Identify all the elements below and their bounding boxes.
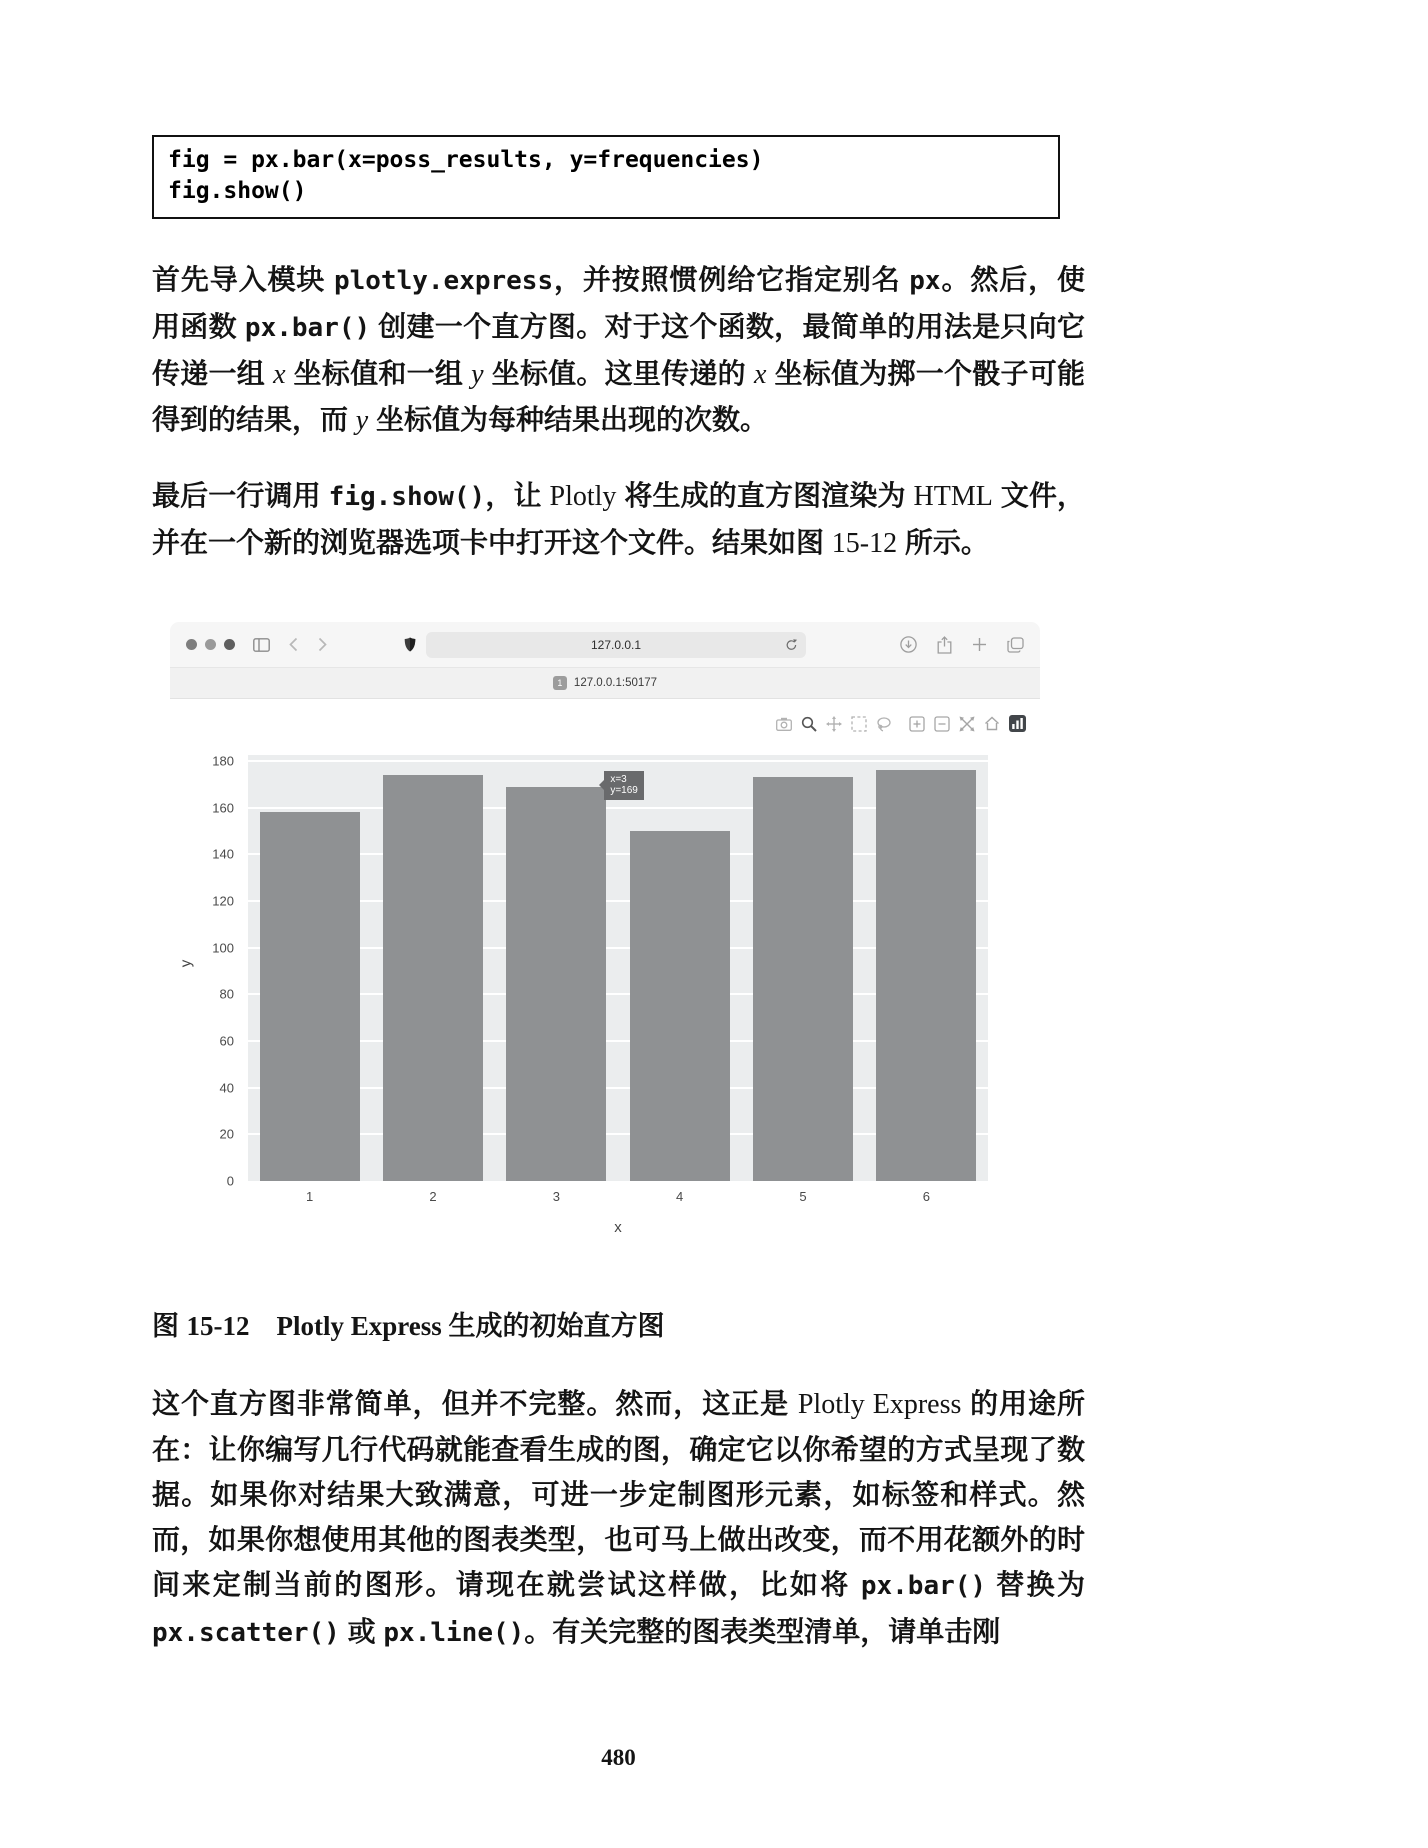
x-axis-ticks: [248, 1181, 988, 1207]
bar[interactable]: [876, 770, 976, 1181]
y-axis-title: y: [177, 959, 195, 968]
y-tick-label: 20: [219, 1126, 234, 1142]
text-segment: y: [471, 359, 484, 390]
minimize-window-button[interactable]: [205, 639, 216, 650]
text-segment: 坐标值和一组: [285, 358, 472, 389]
bar[interactable]: [506, 787, 606, 1181]
tabs-icon[interactable]: [1007, 637, 1024, 653]
sidebar-icon[interactable]: [253, 638, 270, 652]
y-tick-label: 160: [212, 800, 234, 816]
text-segment: 最后一行调用: [152, 480, 329, 511]
x-tick-label: 2: [429, 1189, 437, 1204]
back-icon[interactable]: [288, 637, 299, 652]
download-icon[interactable]: [900, 636, 917, 653]
text-segment: 。然后，使用函数: [152, 264, 1085, 342]
window-controls: [186, 639, 235, 650]
text-segment: 坐标值。这里传递的: [483, 358, 754, 389]
text-segment: 15-12: [186, 1311, 250, 1341]
bar[interactable]: [383, 775, 483, 1181]
tab-strip: [170, 668, 1040, 699]
text-segment: 的用途所在：让你编写几行代码就能查看生成的图，确定它以你希望的方式呈现了数据。如果你对结果大致满意，可进一步定制图形元素，如标签和样式。然而，如果你想使用其他的图表类型，也可马上做出改变，而不用花额外的时间来定制当前的图形。请现在就尝试这样做，比如将: [152, 1388, 1086, 1600]
hover-tooltip: [604, 771, 644, 800]
x-tick-label: 1: [306, 1189, 314, 1204]
text-segment: Plotly: [549, 481, 617, 512]
bar[interactable]: [753, 777, 853, 1181]
text-segment: HTML: [913, 481, 993, 512]
code-block: [152, 135, 1060, 219]
y-tick-label: 80: [219, 986, 234, 1002]
paragraph-1: [152, 257, 1085, 443]
page-number: 480: [601, 1745, 636, 1770]
close-window-button[interactable]: [186, 639, 197, 650]
active-tab[interactable]: [553, 676, 657, 690]
chart: [177, 753, 988, 1236]
text-segment: Plotly Express: [276, 1311, 449, 1341]
y-tick-label: 120: [212, 893, 234, 909]
text-segment: 。有关完整的图表类型清单，请单击刚: [524, 1616, 1001, 1647]
figure-15-12: [170, 622, 1040, 1246]
zoom-icon[interactable]: [801, 716, 817, 732]
url-text: 127.0.0.1: [590, 637, 642, 652]
tooltip-line: x=3: [610, 773, 627, 785]
text-segment: Plotly Express: [797, 1389, 962, 1420]
pan-icon[interactable]: [826, 716, 842, 732]
y-tick-label: 0: [226, 1173, 234, 1189]
text-segment: y: [355, 405, 369, 436]
reload-icon[interactable]: [785, 638, 798, 652]
text-segment: px.bar(): [860, 1571, 987, 1601]
address-bar[interactable]: [426, 632, 806, 658]
text-segment: 文件，并在一个新的浏览器选项卡中打开这个文件。结果如图: [152, 480, 1086, 558]
text-segment: 15-12: [831, 528, 898, 559]
text-segment: 这个直方图非常简单，但并不完整。然而，这正是: [152, 1388, 798, 1419]
y-tick-label: 100: [212, 940, 234, 956]
share-icon[interactable]: [937, 636, 952, 654]
text-segment: x: [753, 359, 767, 390]
zoom-out-icon[interactable]: [934, 716, 950, 732]
y-tick-label: 40: [219, 1080, 234, 1096]
tab-count-badge: 1: [553, 676, 567, 690]
text-segment: 创建一个直方图。对于这个函数，最简单的用法是只向它传递一组: [152, 311, 1085, 389]
tab-label: 127.0.0.1:50177: [573, 677, 658, 689]
zoom-in-icon[interactable]: [909, 716, 925, 732]
text-segment: 首先导入模块: [152, 264, 334, 295]
bar[interactable]: [630, 831, 730, 1181]
paragraph-3: [152, 1381, 1085, 1656]
shield-icon[interactable]: [404, 637, 416, 652]
text-segment: [250, 1311, 277, 1341]
text-segment: 将生成的直方图渲染为: [616, 480, 914, 511]
gridline: [248, 760, 988, 762]
y-tick-label: 180: [212, 753, 234, 769]
x-tick-label: 6: [922, 1189, 930, 1204]
x-axis-title: x: [614, 1219, 622, 1236]
paragraph-2: [152, 473, 1085, 566]
plotly-modebar: [776, 715, 1026, 732]
text-segment: px.scatter(): [152, 1618, 340, 1648]
reset-axes-icon[interactable]: [984, 716, 1000, 731]
text-segment: 替换为: [986, 1569, 1085, 1600]
bar[interactable]: [260, 812, 360, 1181]
autoscale-icon[interactable]: [959, 716, 975, 732]
text-segment: ，并按照惯例给它指定别名: [553, 264, 910, 295]
text-segment: fig.show(): [328, 482, 486, 512]
code-line: fig = px.bar(x=poss_results, y=frequencies): [168, 147, 764, 173]
text-segment: px.bar(): [244, 313, 371, 343]
text-segment: 所示。: [897, 527, 989, 558]
plot-area: [248, 755, 988, 1181]
camera-icon[interactable]: [776, 717, 792, 731]
text-segment: ，让: [485, 480, 550, 511]
plotly-figure: [170, 699, 1040, 1246]
code-line: fig.show(): [168, 178, 307, 204]
zoom-window-button[interactable]: [224, 639, 235, 650]
y-tick-label: 140: [212, 846, 234, 862]
lasso-icon[interactable]: [876, 716, 892, 732]
browser-toolbar: [170, 622, 1040, 668]
new-tab-icon[interactable]: [972, 637, 987, 652]
forward-icon[interactable]: [317, 637, 328, 652]
text-segment: px: [909, 266, 941, 296]
toolbar-right-icons: [900, 636, 1024, 654]
text-segment: px.line(): [383, 1618, 525, 1648]
text-segment: 生成的初始直方图: [448, 1311, 665, 1341]
y-tick-label: 60: [219, 1033, 234, 1049]
text-segment: 图: [152, 1311, 187, 1341]
x-tick-label: 5: [799, 1189, 807, 1204]
box-select-icon[interactable]: [851, 716, 867, 732]
text-segment: x: [273, 359, 286, 390]
tooltip-line: y=169: [610, 784, 638, 796]
address-group: [404, 632, 806, 658]
plotly-logo[interactable]: [1009, 715, 1026, 732]
text-segment: 或: [339, 1616, 384, 1647]
y-axis-ticks: [202, 753, 240, 1189]
text-segment: 坐标值为每种结果出现的次数。: [368, 404, 768, 435]
text-segment: 坐标值为掷一个骰子可能得到的结果，而: [152, 358, 1086, 435]
text-segment: plotly.express: [333, 266, 554, 296]
figure-caption: [152, 1304, 1085, 1343]
x-tick-label: 4: [676, 1189, 684, 1204]
x-tick-label: 3: [552, 1189, 560, 1204]
